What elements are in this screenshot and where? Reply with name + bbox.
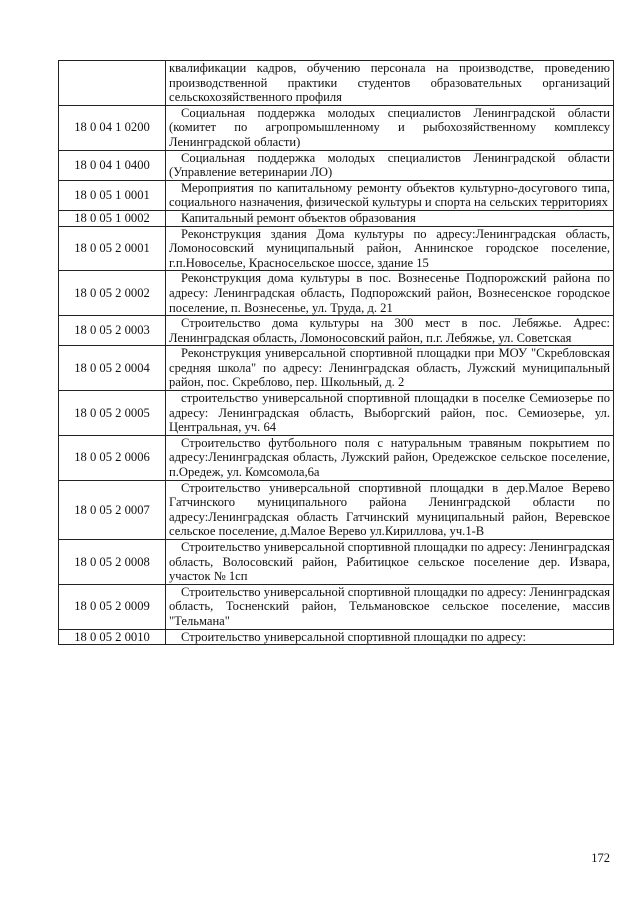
row-code-cell: 18 0 05 2 0002 [59, 271, 166, 316]
table-row [59, 435, 614, 480]
row-description-cell: квалификации кадров, обучению персонала на производстве, проведению производственной практики студентов образовательных организаций сельскохозяйственного профиля [166, 61, 614, 106]
table-row [59, 210, 614, 226]
row-description-cell: Реконструкция дома культуры в пос. Вознесенье Подпорожский района по адресу: Ленинградская область, Подпорожский район, Вознесенское городское поселение, п. Вознесенье, ул. Труда, д. 21 [166, 271, 614, 316]
table-row [59, 316, 614, 346]
row-code-cell: 18 0 05 2 0007 [59, 480, 166, 539]
table-row [59, 346, 614, 391]
row-description-cell: Социальная поддержка молодых специалистов Ленинградской области (комитет по агропромышленному и рыбохозяйственному комплексу Ленинградской области) [166, 105, 614, 150]
table-row [59, 226, 614, 271]
row-code-cell [59, 61, 166, 106]
row-description-cell: Строительство универсальной спортивной площадки по адресу: [166, 629, 614, 645]
budget-code-table [58, 60, 614, 645]
row-description-cell: Строительство дома культуры на 300 мест в пос. Лебяжье. Адрес: Ленинградская область, Ломоносовский район, п.г. Лебяжье, ул. Советская [166, 316, 614, 346]
row-description-cell: Мероприятия по капитальному ремонту объектов культурно-досугового типа, социального назначения, физической культуры и спорта на сельских территориях [166, 180, 614, 210]
row-code-cell: 18 0 04 1 0400 [59, 150, 166, 180]
row-description-cell: Капитальный ремонт объектов образования [166, 210, 614, 226]
table-row [59, 391, 614, 436]
table-row [59, 480, 614, 539]
row-description-cell: Строительство универсальной спортивной площадки в дер.Малое Верево Гатчинского муниципального района Ленинградской области по адресу:Ленинградская область Гатчинский муниципальный район, Веревское сельское поселение, д.Малое Верево ул.Кириллова, уч.1-В [166, 480, 614, 539]
table-row [59, 61, 614, 106]
row-code-cell: 18 0 05 2 0010 [59, 629, 166, 645]
row-code-cell: 18 0 05 2 0009 [59, 584, 166, 629]
table-row [59, 105, 614, 150]
row-description-cell: Реконструкция универсальной спортивной площадки при МОУ "Скребловская средняя школа" по адресу: Ленинградская область, Лужский муниципальный район, пос. Скреблово, пер. Школьный, д. 2 [166, 346, 614, 391]
row-description-cell: строительство универсальной спортивной площадки в поселке Семиозерье по адресу: Ленинградская область, Выборгский район, пос. Семиозерье, ул. Центральная, уч. 64 [166, 391, 614, 436]
table-row [59, 271, 614, 316]
table-row [59, 180, 614, 210]
row-code-cell: 18 0 05 1 0002 [59, 210, 166, 226]
row-code-cell: 18 0 05 2 0003 [59, 316, 166, 346]
row-code-cell: 18 0 05 2 0004 [59, 346, 166, 391]
table-row [59, 150, 614, 180]
row-description-cell: Строительство универсальной спортивной площадки по адресу: Ленинградская область, Тосненский район, Тельмановское сельское поселение, массив "Тельмана" [166, 584, 614, 629]
row-description-cell: Реконструкция здания Дома культуры по адресу:Ленинградская область, Ломоносовский муниципальный район, Аннинское городское поселение, г.п.Новоселье, Красносельское шоссе, здание 15 [166, 226, 614, 271]
table-row [59, 540, 614, 585]
row-code-cell: 18 0 04 1 0200 [59, 105, 166, 150]
table-body [59, 61, 614, 645]
row-description-cell: Строительство универсальной спортивной площадки по адресу: Ленинградская область, Волосовский район, Рабитицкое сельское поселение дер. Извара, участок № 1сп [166, 540, 614, 585]
row-code-cell: 18 0 05 2 0005 [59, 391, 166, 436]
table-row [59, 584, 614, 629]
table-row [59, 629, 614, 645]
row-description-cell: Строительство футбольного поля с натуральным травяным покрытием по адресу:Ленинградская область, Лужский район, Оредежское сельское поселение, п.Оредеж, ул. Комсомола,6а [166, 435, 614, 480]
row-code-cell: 18 0 05 1 0001 [59, 180, 166, 210]
row-description-cell: Социальная поддержка молодых специалистов Ленинградской области (Управление ветеринарии ЛО) [166, 150, 614, 180]
page-number: 172 [591, 851, 610, 865]
row-code-cell: 18 0 05 2 0006 [59, 435, 166, 480]
row-code-cell: 18 0 05 2 0008 [59, 540, 166, 585]
row-code-cell: 18 0 05 2 0001 [59, 226, 166, 271]
